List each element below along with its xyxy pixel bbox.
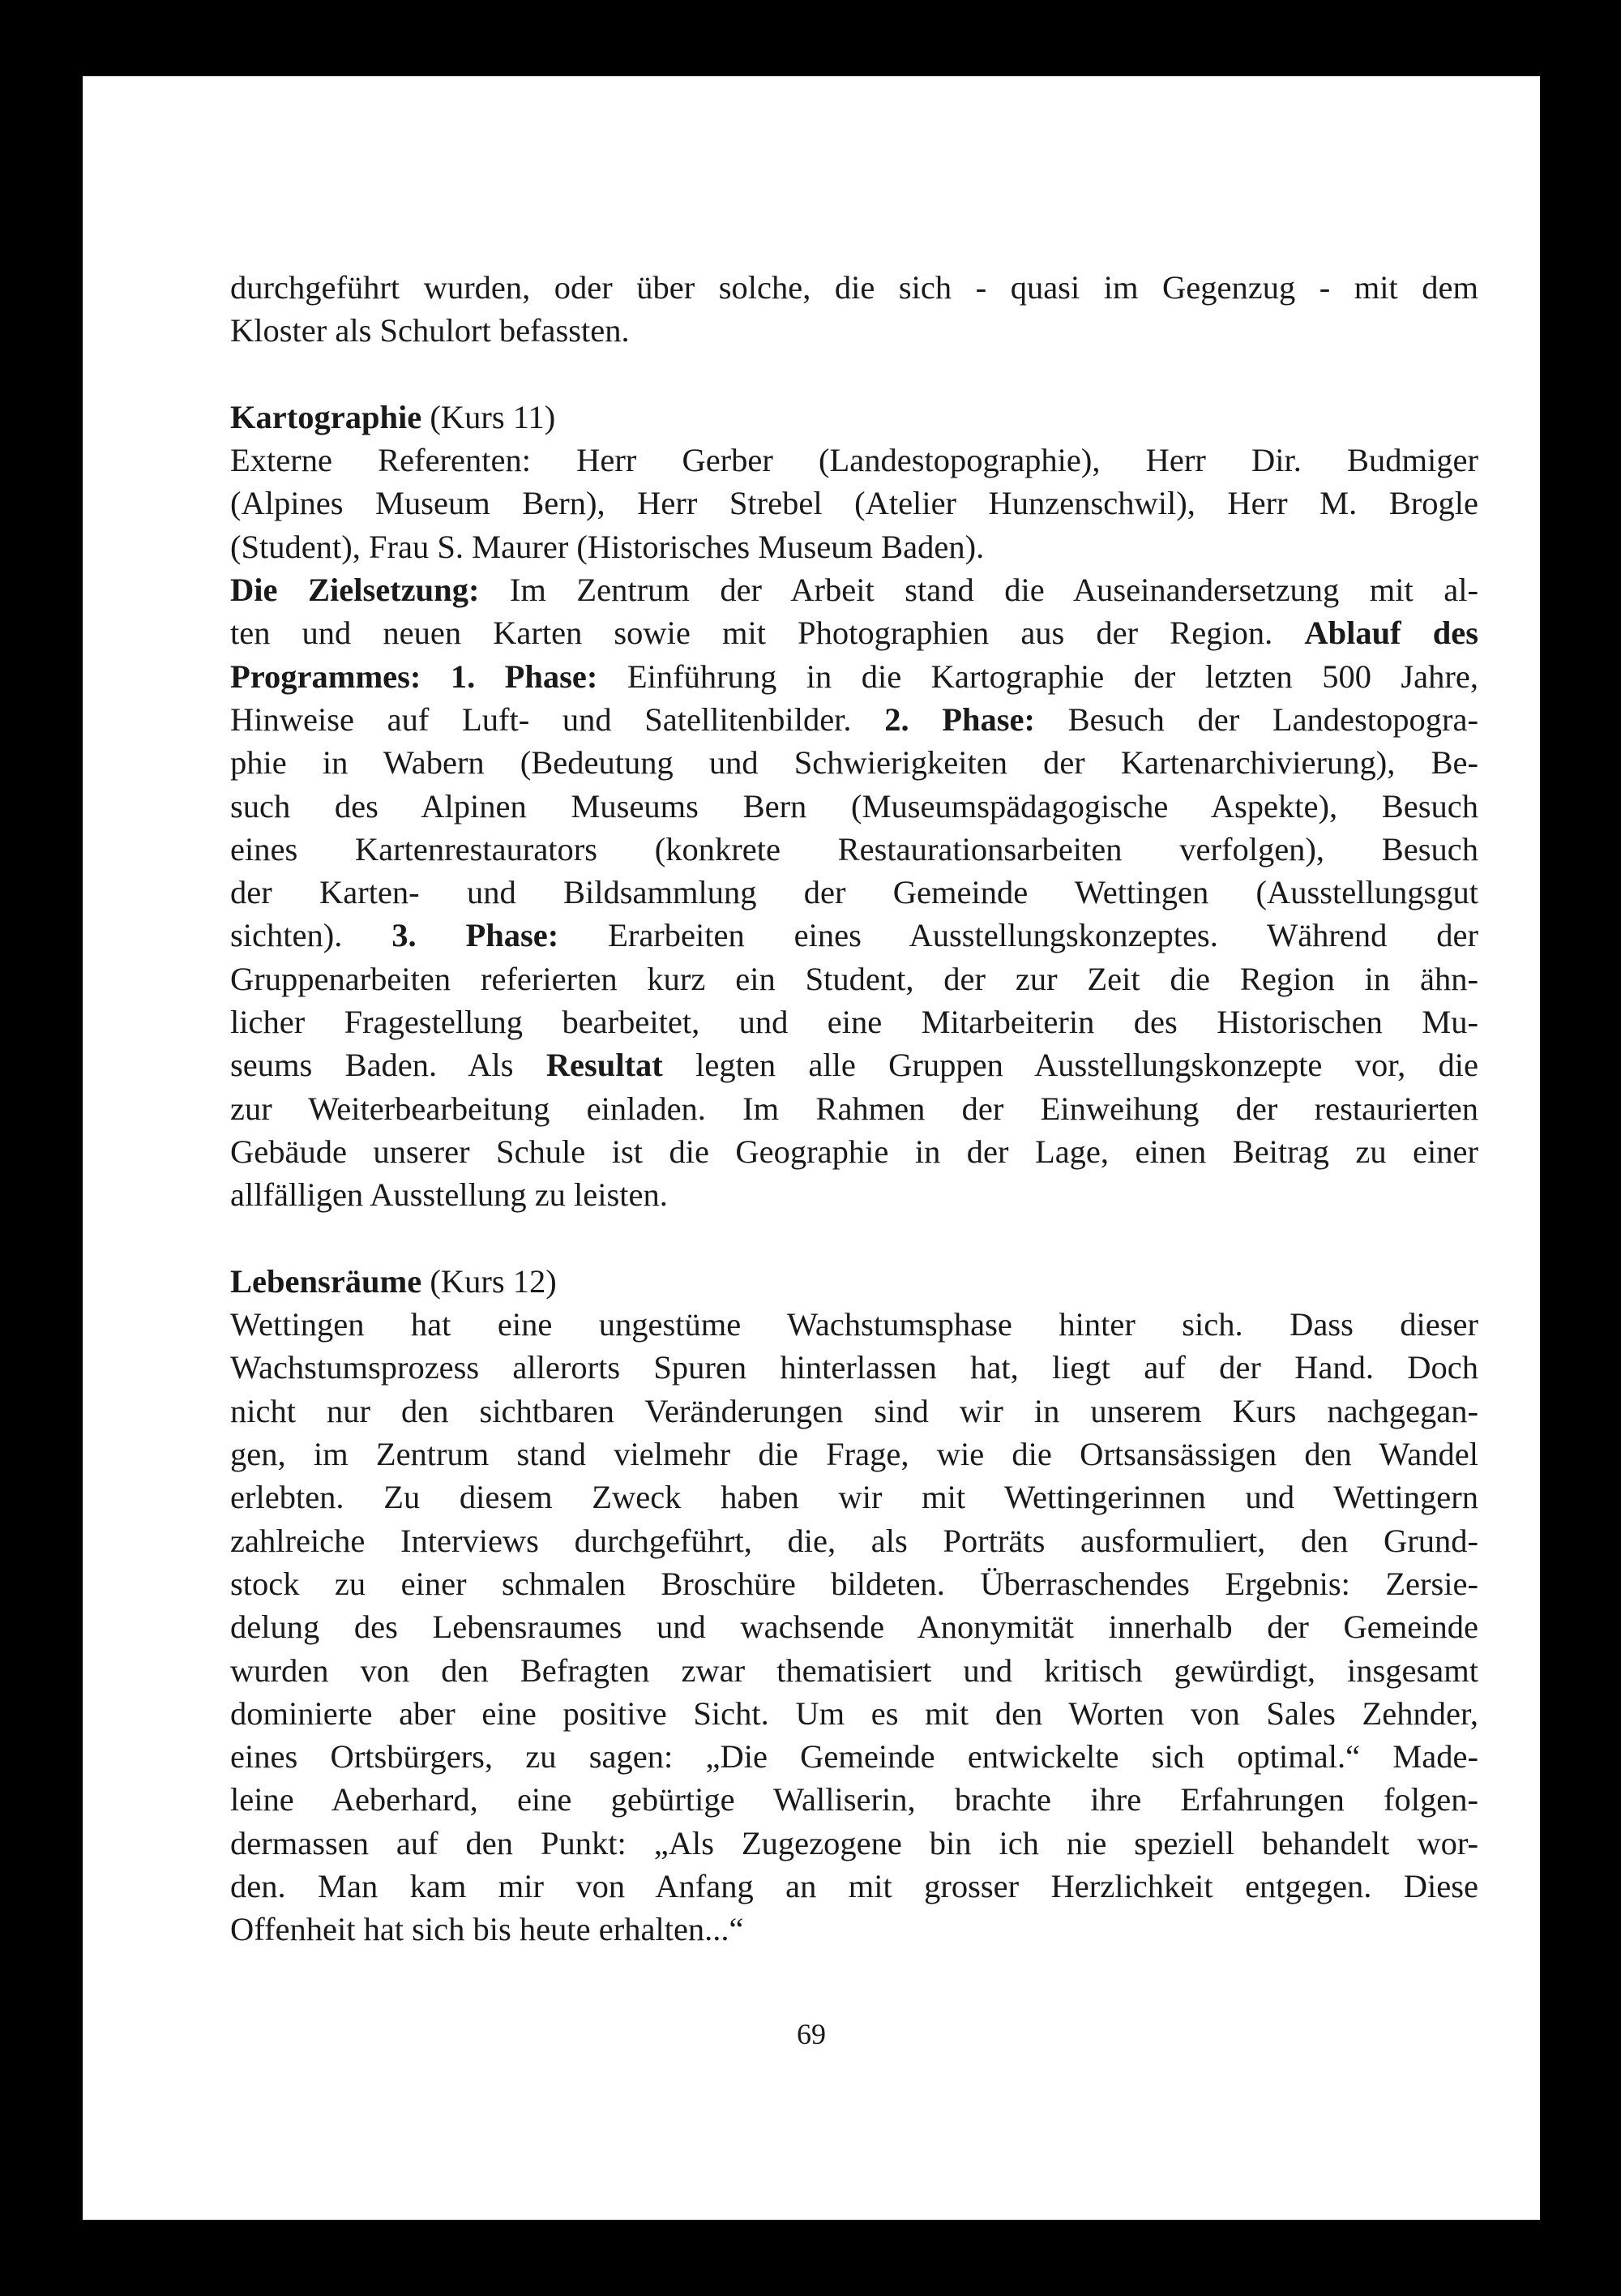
text-line: durchgeführt wurden, oder über solche, die sich - quasi im Gegenzug - mit dem — [230, 269, 1478, 306]
page-number: 69 — [797, 2018, 826, 2050]
text-run: Einführung in die Kartographie der letzten 500 Jahre, — [597, 658, 1478, 695]
text-run: sichten). — [230, 917, 392, 954]
text-line: Offenheit hat sich bis heute erhalten...“ — [230, 1911, 744, 1948]
text-line: zahlreiche Interviews durchgeführt, die, als Porträts ausformuliert, den Grund- — [230, 1522, 1478, 1559]
text-line — [230, 568, 1478, 611]
section-heading — [230, 396, 1478, 439]
bold-label: 2. Phase: — [884, 700, 1035, 738]
section-kartographie — [230, 396, 1478, 1217]
text-run: legten alle Gruppen Ausstellungskonzepte vor, die — [662, 1047, 1478, 1084]
section-lebensraeume — [230, 1260, 1478, 1951]
text-line: der Karten- und Bildsammlung der Gemeinde Wettingen (Ausstellungsgut — [230, 874, 1478, 911]
bold-label: Ablauf des — [1304, 615, 1478, 652]
text-line: dermassen auf den Punkt: „Als Zugezogene bin ich nie speziell behandelt wor- — [230, 1824, 1478, 1861]
text-run: ten und neuen Karten sowie mit Photographien aus der Region. — [230, 615, 1305, 652]
text-line: Gebäude unserer Schule ist die Geographie in der Lage, einen Beitrag zu einer — [230, 1133, 1478, 1170]
text-run: Hinweise auf Luft- und Satellitenbilder. — [230, 700, 885, 738]
text-line: zur Weiterbearbeitung einladen. Im Rahmen der Einweihung der restaurierten — [230, 1090, 1478, 1127]
text-line: (Alpines Museum Bern), Herr Strebel (Atelier Hunzenschwil), Herr M. Brogle — [230, 485, 1478, 522]
text-line: Kloster als Schulort befassten. — [230, 312, 630, 349]
heading-suffix: (Kurs 12) — [421, 1262, 557, 1300]
text-line — [230, 655, 1478, 698]
text-line: nicht nur den sichtbaren Veränderungen sind wir in unserem Kurs nachgegan- — [230, 1392, 1478, 1429]
bold-label: Resultat — [545, 1047, 663, 1084]
heading-title: Lebensräume — [230, 1262, 422, 1300]
text-run: Besuch der Landestopogra- — [1034, 700, 1478, 738]
text-line: erlebten. Zu diesem Zweck haben wir mit Wettingerinnen und Wettingern — [230, 1479, 1478, 1516]
text-run: Erarbeiten eines Ausstellungskonzeptes. Während der — [558, 917, 1478, 954]
bold-label: Die Zielsetzung: — [230, 572, 480, 609]
section-heading — [230, 1260, 1478, 1303]
bold-label: Programmes: 1. Phase: — [230, 658, 598, 695]
text-line: allfälligen Ausstellung zu leisten. — [230, 1176, 668, 1214]
text-line: wurden von den Befragten zwar thematisiert und kritisch gewürdigt, insgesamt — [230, 1651, 1478, 1689]
text-line: phie in Wabern (Bedeutung und Schwierigkeiten der Kartenarchivierung), Be- — [230, 744, 1478, 782]
text-line: gen, im Zentrum stand vielmehr die Frage, wie die Ortsansässigen den Wandel — [230, 1436, 1478, 1473]
text-line: Wachstumsprozess allerorts Spuren hinterlassen hat, liegt auf der Hand. Doch — [230, 1349, 1478, 1386]
heading-title: Kartographie — [230, 398, 422, 435]
text-line: licher Fragestellung bearbeitet, und eine Mitarbeiterin des Historischen Mu- — [230, 1004, 1478, 1041]
text-run: seums Baden. Als — [230, 1047, 546, 1084]
text-line — [230, 611, 1478, 654]
text-line: delung des Lebensraumes und wachsende Anonymität innerhalb der Gemeinde — [230, 1608, 1478, 1646]
text-line: stock zu einer schmalen Broschüre bildeten. Überraschendes Ergebnis: Zersie- — [230, 1565, 1478, 1602]
text-line: eines Kartenrestaurators (konkrete Restaurationsarbeiten verfolgen), Besuch — [230, 830, 1478, 867]
page-content — [230, 266, 1478, 1951]
heading-suffix: (Kurs 11) — [421, 398, 556, 435]
text-line: den. Man kam mir von Anfang an mit grosser Herzlichkeit entgegen. Diese — [230, 1867, 1478, 1904]
text-line: such des Alpinen Museums Bern (Museumspädagogische Aspekte), Besuch — [230, 787, 1478, 825]
text-line: dominierte aber eine positive Sicht. Um es mit den Worten von Sales Zehnder, — [230, 1694, 1478, 1732]
text-line: Wettingen hat eine ungestüme Wachstumsphase hinter sich. Dass dieser — [230, 1306, 1478, 1343]
text-line: eines Ortsbürgers, zu sagen: „Die Gemeinde entwickelte sich optimal.“ Made- — [230, 1738, 1478, 1776]
intro-paragraph — [230, 266, 1478, 353]
document-page — [83, 76, 1540, 2220]
text-line — [230, 914, 1478, 957]
text-line: leine Aeberhard, eine gebürtige Walliserin, brachte ihre Erfahrungen folgen- — [230, 1781, 1478, 1818]
text-line: Gruppenarbeiten referierten kurz ein Student, der zur Zeit die Region in ähn- — [230, 960, 1478, 997]
text-line — [230, 698, 1478, 741]
text-line: (Student), Frau S. Maurer (Historisches Museum Baden). — [230, 528, 985, 565]
text-run: Im Zentrum der Arbeit stand die Auseinandersetzung mit al- — [479, 572, 1478, 609]
text-line: Externe Referenten: Herr Gerber (Landestopographie), Herr Dir. Budmiger — [230, 442, 1478, 479]
bold-label: 3. Phase: — [391, 917, 559, 954]
text-line — [230, 1043, 1478, 1086]
